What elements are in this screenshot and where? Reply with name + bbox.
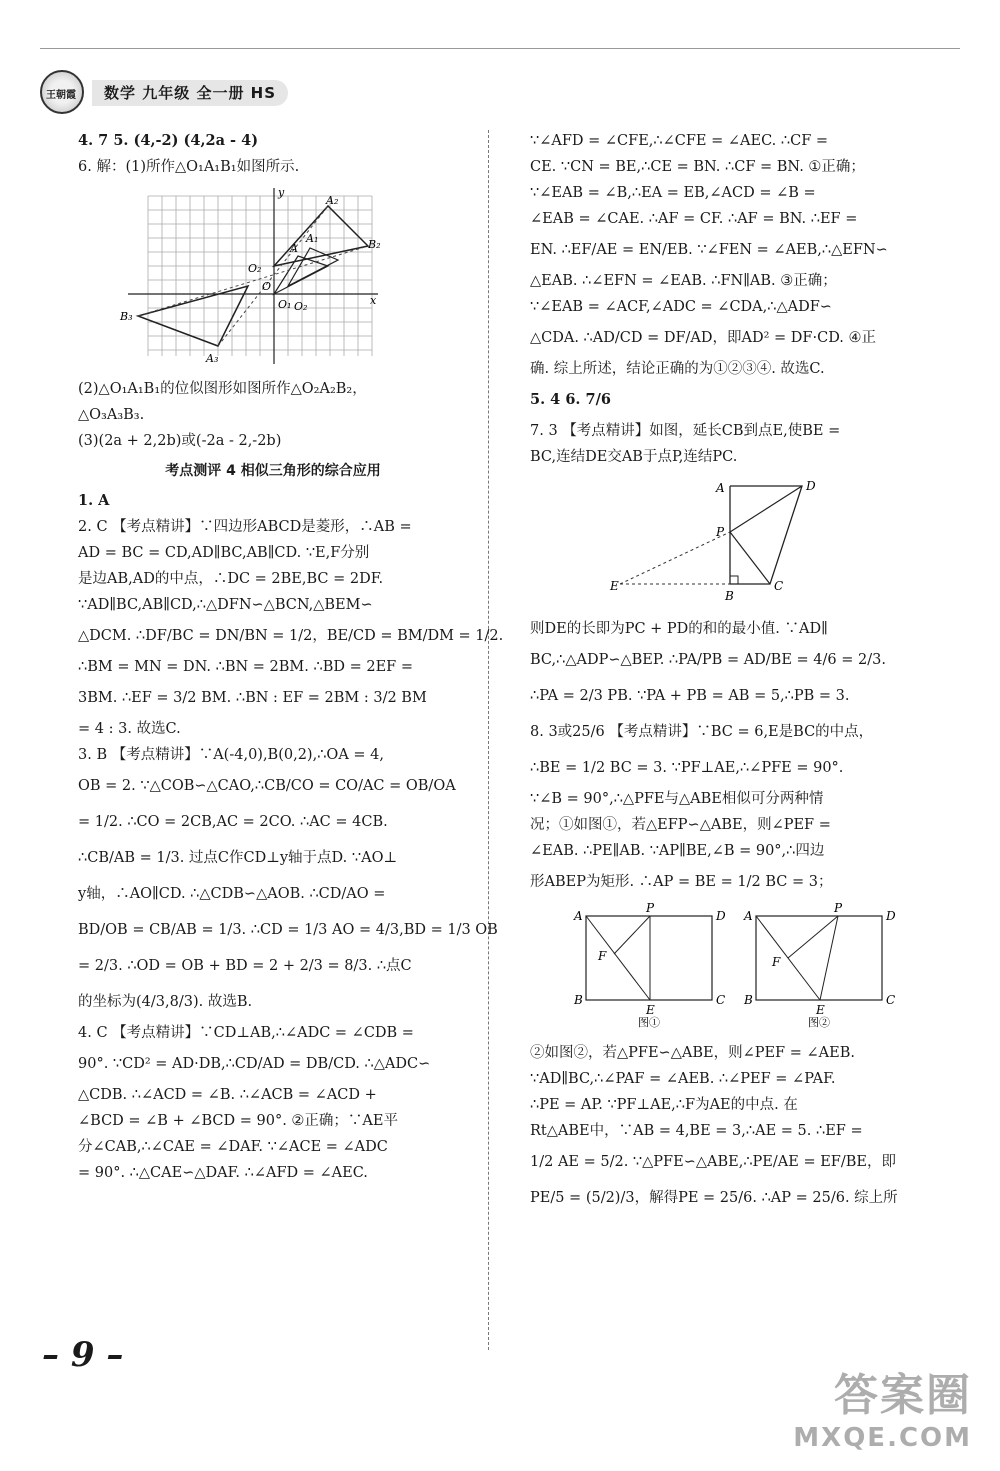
label-d: D xyxy=(886,909,896,923)
answer-line: ∵AD∥BC,∴∠PAF = ∠AEB. ∴∠PEF = ∠PAF. xyxy=(530,1071,836,1087)
section-title: 考点测评 4 相似三角形的综合应用 xyxy=(165,463,381,479)
label-p: P xyxy=(716,525,725,539)
answer-line: (2)△O₁A₁B₁的位似图形如图所作△O₂A₂B₂， xyxy=(78,381,367,397)
answer-line: ∠EAB = ∠CAE. ∴AF = CF. ∴AF = BN. ∴EF = xyxy=(530,211,858,227)
label-e: E xyxy=(646,1003,655,1017)
answer-line: Rt△ABE中，∵AB = 4,BE = 3,∴AE = 5. ∴EF = xyxy=(530,1123,863,1139)
label-a1: A₁ xyxy=(306,232,319,245)
label-o: O xyxy=(262,280,272,293)
top-rule xyxy=(40,48,960,49)
answer-line: 况；①如图①，若△EFP∽△ABE，则∠PEF = xyxy=(530,817,831,833)
label-c: C xyxy=(886,993,896,1007)
answer-line: ∵∠B = 90°,∴△PFE与△ABE相似可分两种情 xyxy=(530,791,824,807)
caption-figure-1: 图① xyxy=(638,1016,660,1029)
label-a: A xyxy=(290,242,298,255)
label-x: x xyxy=(370,294,377,307)
coordinate-grid-figure xyxy=(78,186,468,370)
answer-line: CE. ∵CN = BE,∴CE = BN. ∴CF = BN. ①正确； xyxy=(530,159,865,175)
answer-line: BC,∴△ADP∽△BEP. ∴PA/PB = AD/BE = 4/6 = 2/3. xyxy=(530,652,886,668)
answer-line: ∵∠AFD = ∠CFE,∴∠CFE = ∠AEC. ∴CF = xyxy=(530,133,829,149)
label-e: E xyxy=(610,579,619,593)
answer-line: 7. 3 【考点精讲】如图，延长CB到点E,使BE = xyxy=(530,423,841,439)
label-c: C xyxy=(774,579,784,593)
answer-line: BD/OB = CB/AB = 1/3. ∴CD = 1/3 AO = 4/3,BD = 1/3 OB xyxy=(78,922,498,938)
answer-line: 确. 综上所述，结论正确的为①②③④. 故选C. xyxy=(530,361,825,377)
answer-line: 6. 解：(1)所作△O₁A₁B₁如图所示. xyxy=(78,159,300,175)
logo-text: 王朝霞 xyxy=(46,90,76,101)
answer-line: △EAB. ∴∠EFN = ∠EAB. ∴FN∥AB. ③正确； xyxy=(530,273,837,289)
answer-line: 的坐标为(4/3,8/3). 故选B. xyxy=(78,994,253,1010)
label-a2: A₂ xyxy=(326,194,339,207)
answer-line: 则DE的长即为PC + PD的和的最小值. ∵AD∥ xyxy=(530,621,828,637)
label-b: B xyxy=(725,589,734,603)
watermark-url: MXQE.COM xyxy=(793,1423,972,1453)
answer-line: PE/5 = (5/2)/3，解得PE = 25/6. ∴AP = 25/6. 综上所 xyxy=(530,1190,898,1206)
answer-line: ∴PA = 2/3 PB. ∵PA + PB = AB = 5,∴PB = 3. xyxy=(530,688,850,704)
answer-line: y轴，∴AO∥CD. ∴△CDB∽△AOB. ∴CD/AO = xyxy=(78,886,386,902)
answer-line: 分∠CAB,∴∠CAE = ∠DAF. ∵∠ACE = ∠ADC xyxy=(78,1139,388,1155)
label-b2: B₂ xyxy=(368,238,381,251)
answer-line: (3)(2a + 2,2b)或(-2a - 2,-2b) xyxy=(78,433,282,449)
answer-line: ∠EAB. ∴PE∥AB. ∵AP∥BE,∠B = 90°,∴四边 xyxy=(530,843,825,859)
caption-figure-2: 图② xyxy=(808,1016,830,1029)
figure-8-1 xyxy=(573,901,726,1029)
answer-line: OB = 2. ∵△COB∽△CAO,∴CB/CO = CO/AC = OB/OA xyxy=(78,778,456,794)
label-a: A xyxy=(574,909,583,923)
answer-line: 90°. ∵CD² = AD·DB,∴CD/AD = DB/CD. ∴△ADC∽ xyxy=(78,1056,431,1072)
segment-ep xyxy=(620,532,730,584)
page-header xyxy=(40,70,300,114)
page-number: – 9 – xyxy=(42,1335,124,1375)
answer-line: 5. 4 6. 7/6 xyxy=(530,391,611,408)
answer-line: 2. C 【考点精讲】∵四边形ABCD是菱形，∴AB = xyxy=(78,519,412,535)
answer-line: 3BM. ∴EF = 3/2 BM. ∴BN : EF = 2BM : 3/2 BM xyxy=(78,690,427,706)
dashed-line xyxy=(138,246,368,316)
label-c: C xyxy=(716,993,726,1007)
triangle-oab xyxy=(274,256,328,294)
answer-line: 是边AB,AD的中点，∴DC = 2BE,BC = 2DF. xyxy=(78,571,384,587)
answer-line: ②如图②，若△PFE∽△ABE，则∠PEF = ∠AEB. xyxy=(530,1045,855,1061)
label-o2: O₂ xyxy=(248,262,262,275)
answer-line: 1/2 AE = 5/2. ∵△PFE∽△ABE,∴PE/AE = EF/BE，即 xyxy=(530,1154,896,1170)
answer-line: ∵∠EAB = ∠ACF,∠ADC = ∠CDA,∴△ADF∽ xyxy=(530,299,832,315)
segment-pf-1 xyxy=(614,916,650,954)
answer-line: EN. ∴EF/AE = EN/EB. ∵∠FEN = ∠AEB,∴△EFN∽ xyxy=(530,242,888,258)
trapezoid-abcd xyxy=(730,486,802,584)
answer-line: ∵∠EAB = ∠B,∴EA = EB,∠ACD = ∠B = xyxy=(530,185,816,201)
label-o1: O₁ xyxy=(278,298,292,311)
label-o2b: O₂ xyxy=(294,300,308,313)
answer-line: ∴PE = AP. ∵PF⊥AE,∴F为AE的中点. 在 xyxy=(530,1097,798,1113)
figure-8 xyxy=(530,901,920,1034)
answer-line: BC,连结DE交AB于点P,连结PC. xyxy=(530,449,738,465)
figure-7-svg xyxy=(530,476,830,606)
label-y: y xyxy=(278,186,285,199)
answer-line: = 2/3. ∴OD = OB + BD = 2 + 2/3 = 8/3. ∴点C xyxy=(78,958,412,974)
label-p: P xyxy=(646,901,655,915)
label-f: F xyxy=(772,955,781,969)
figure-8-svg xyxy=(530,901,896,1030)
label-d: D xyxy=(716,909,726,923)
figure-7 xyxy=(530,476,920,610)
label-f: F xyxy=(598,949,607,963)
label-a: A xyxy=(744,909,753,923)
label-b: B xyxy=(574,993,583,1007)
segment-pd xyxy=(730,486,802,532)
answer-line: △CDB. ∴∠ACD = ∠B. ∴∠ACB = ∠ACD + xyxy=(78,1087,377,1103)
answer-line: = 1/2. ∴CO = 2CB,AC = 2CO. ∴AC = 4CB. xyxy=(78,814,388,830)
left-column xyxy=(78,128,504,1186)
answer-line: ∴CB/AB = 1/3. 过点C作CD⊥y轴于点D. ∵AO⊥ xyxy=(78,850,398,866)
answer-line: 4. C 【考点精讲】∵CD⊥AB,∴∠ADC = ∠CDB = xyxy=(78,1025,414,1041)
answer-line: 4. 7 5. (4,-2) (4,2a - 4) xyxy=(78,132,259,149)
watermark xyxy=(793,1359,972,1453)
right-column xyxy=(530,128,920,1216)
answer-line: ∴BM = MN = DN. ∴BN = 2BM. ∴BD = 2EF = xyxy=(78,659,413,675)
dashed-line xyxy=(218,206,328,346)
label-p: P xyxy=(834,901,843,915)
answer-line: = 4 : 3. 故选C. xyxy=(78,721,181,737)
figure-8-2 xyxy=(743,901,896,1029)
answer-line: AD = BC = CD,AD∥BC,AB∥CD. ∵E,F分别 xyxy=(78,545,370,561)
logo xyxy=(40,70,84,114)
answer-line: △CDA. ∴AD/CD = DF/AD，即AD² = DF·CD. ④正 xyxy=(530,330,877,346)
label-d: D xyxy=(806,479,816,493)
column-divider xyxy=(488,130,489,1350)
answer-line: ∵AD∥BC,AB∥CD,∴△DFN∽△BCN,△BEM∽ xyxy=(78,597,373,613)
label-b3: B₃ xyxy=(120,310,133,323)
answer-line: △O₃A₃B₃. xyxy=(78,407,145,423)
answer-line: △DCM. ∴DF/BC = DN/BN = 1/2，BE/CD = BM/DM = 1/2. xyxy=(78,628,504,644)
right-angle-mark xyxy=(730,576,738,584)
segment-ae-1 xyxy=(586,916,650,1000)
grid-svg xyxy=(78,186,381,366)
label-a: A xyxy=(716,481,725,495)
label-a3: A₃ xyxy=(206,352,219,365)
answer-line: 形ABEP为矩形. ∴AP = BE = 1/2 BC = 3； xyxy=(530,874,833,890)
label-e: E xyxy=(816,1003,825,1017)
answer-line: 8. 3或25/6 【考点精讲】∵BC = 6,E是BC的中点， xyxy=(530,724,874,740)
answer-line: = 90°. ∴△CAE∽△DAF. ∴∠AFD = ∠AEC. xyxy=(78,1165,368,1181)
answer-line: ∴BE = 1/2 BC = 3. ∵PF⊥AE,∴∠PFE = 90°. xyxy=(530,760,844,776)
answer-line: ∠BCD = ∠B + ∠BCD = 90°. ②正确；∵AE平 xyxy=(78,1113,398,1129)
label-b: B xyxy=(744,993,753,1007)
triangle-o3a3b3 xyxy=(138,286,248,346)
watermark-title: 答案圈 xyxy=(834,1370,972,1421)
answer-line: 3. B 【考点精讲】∵A(-4,0),B(0,2),∴OA = 4, xyxy=(78,747,384,763)
answer-line: 1. A xyxy=(78,492,110,509)
book-title: 数学 九年级 全一册 HS xyxy=(92,80,288,106)
